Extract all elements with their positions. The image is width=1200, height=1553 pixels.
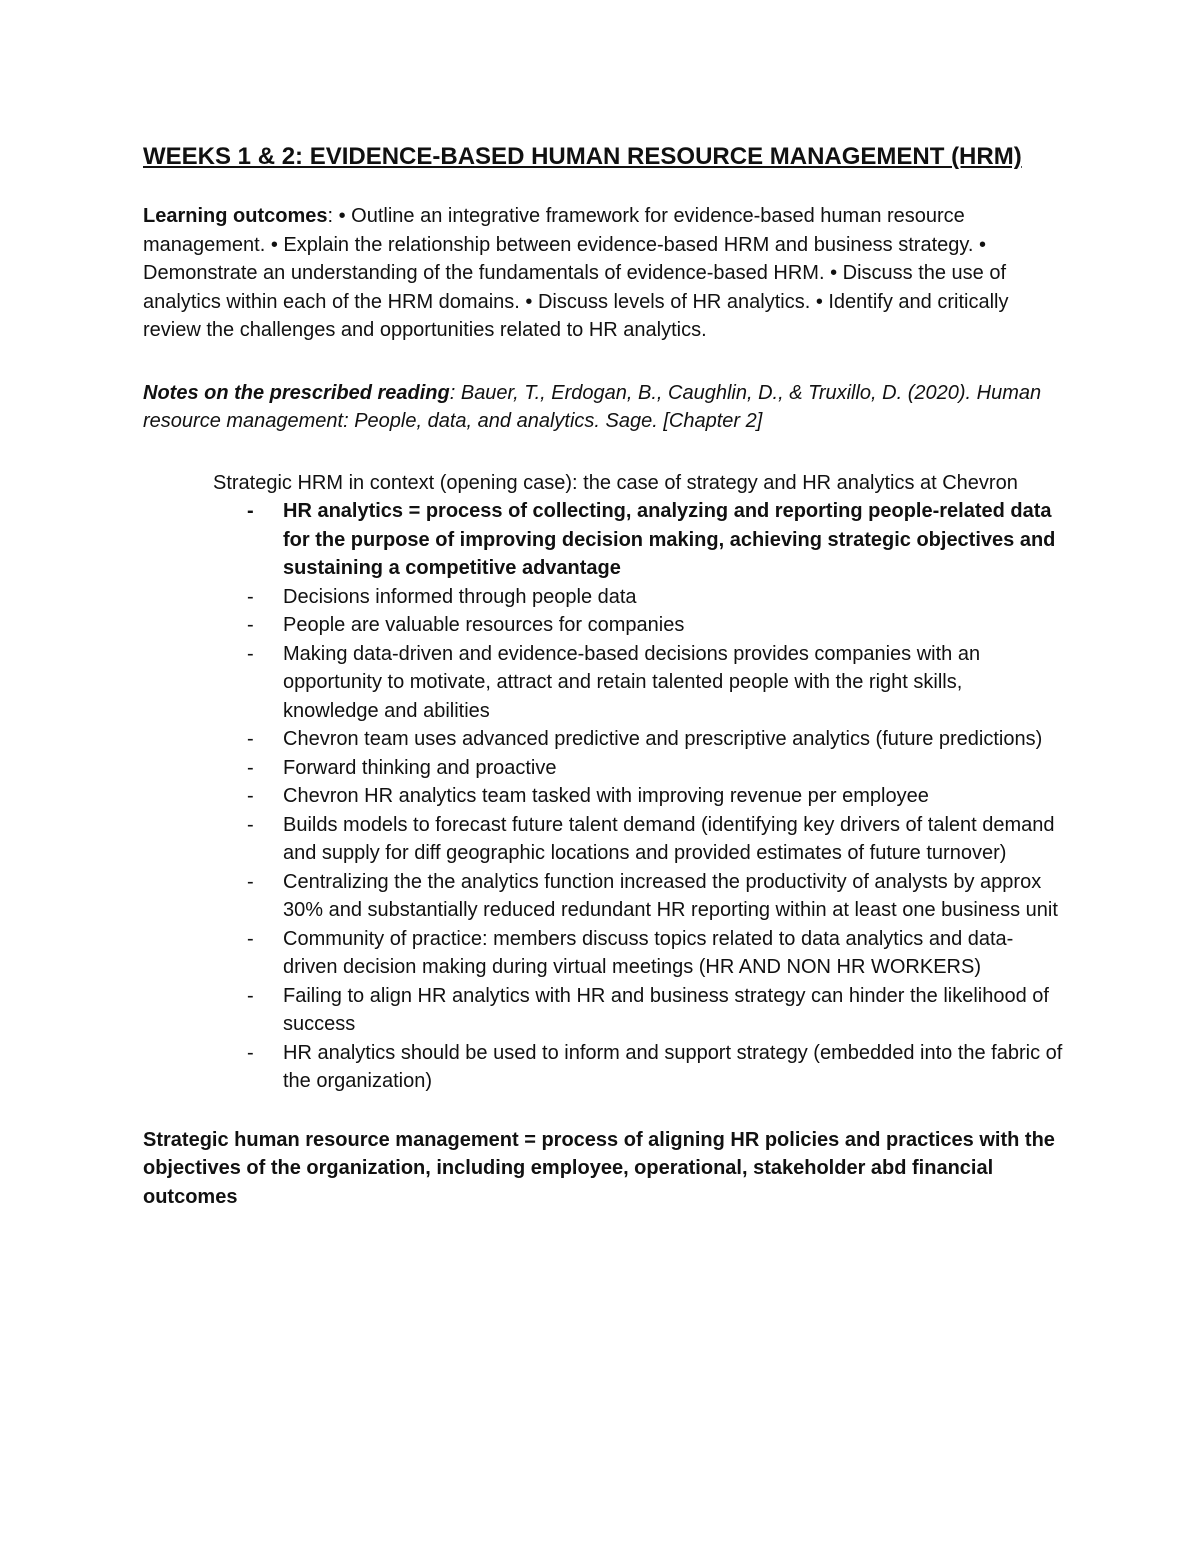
list-item [247, 782, 1063, 811]
document-title: WEEKS 1 & 2: EVIDENCE-BASED HUMAN RESOURCE MANAGEMENT (HRM) [143, 143, 1022, 170]
dash-marker: - [247, 1041, 254, 1064]
list-item-text: Centralizing the the analytics function increased the productivity of analysts by approx 30% and substantially reduced redundant HR reporting within at least one business unit [283, 870, 1058, 921]
strategic-hrm-definition: Strategic human resource management = process of aligning HR policies and practices with the objectives of the organization, including employee, operational, stakeholder abd financial outcomes [143, 1128, 1055, 1208]
list-item [247, 811, 1063, 868]
case-bullet-list [213, 497, 1063, 1096]
dash-marker: - [247, 813, 254, 836]
list-item [247, 611, 1063, 640]
dash-marker: - [247, 500, 254, 522]
dash-marker: - [247, 585, 254, 608]
dash-marker: - [247, 785, 254, 807]
learning-outcomes-paragraph [143, 202, 1063, 345]
dash-marker: - [247, 756, 254, 779]
list-item [247, 1039, 1063, 1096]
dash-marker: - [247, 870, 254, 893]
list-item [247, 925, 1063, 982]
opening-case-section [213, 469, 1063, 1096]
reading-notes-label: Notes on the prescribed reading [143, 381, 450, 404]
list-item [247, 725, 1063, 754]
list-item [247, 868, 1063, 925]
dash-marker: - [247, 614, 254, 636]
learning-outcomes-text: : • Outline an integrative framework for evidence-based human resource management. • Explain the relationship between evidence-based HRM and business strategy. • Demonstrate an understanding of the fundamentals of evidence-based HRM. • Discuss the use of analytics within each of the HRM domains. • Discuss levels of HR analytics. • Identify and critically review the challenges and opportunities related to HR analytics. [143, 205, 1009, 341]
list-item [247, 497, 1063, 583]
dash-marker: - [247, 927, 254, 950]
list-item-text: HR analytics should be used to inform and support strategy (embedded into the fabric of the organization) [283, 1041, 1063, 1092]
list-item [247, 583, 1063, 612]
dash-marker: - [247, 728, 254, 750]
list-item-text: HR analytics = process of collecting, analyzing and reporting people-related data for the purpose of improving decision making, achieving strategic objectives and sustaining a competitive advantage [283, 500, 1056, 579]
list-item-text: Failing to align HR analytics with HR and business strategy can hinder the likelihood of success [283, 984, 1049, 1035]
learning-outcomes-label: Learning outcomes [143, 205, 328, 227]
list-item-text: People are valuable resources for companies [283, 614, 685, 636]
list-item-text: Community of practice: members discuss topics related to data analytics and data-driven decision making during virtual meetings (HR AND NON HR WORKERS) [283, 927, 1014, 978]
list-item-text: Making data-driven and evidence-based decisions provides companies with an opportunity to motivate, attract and retain talented people with the right skills, knowledge and abilities [283, 642, 981, 722]
list-item-text: Chevron team uses advanced predictive and prescriptive analytics (future predictions) [283, 728, 1043, 750]
list-item-text: Chevron HR analytics team tasked with improving revenue per employee [283, 785, 929, 807]
reading-citation: : Bauer, T., Erdogan, B., Caughlin, D., & Truxillo, D. (2020). Human resource management: People, data, and analytics. Sage. [Chapter 2] [143, 381, 1042, 432]
reading-notes-paragraph [143, 379, 1063, 436]
dash-marker: - [247, 984, 254, 1007]
list-item [247, 754, 1063, 783]
opening-case-heading: Strategic HRM in context (opening case): the case of strategy and HR analytics at Chevron [213, 471, 1018, 494]
list-item [247, 982, 1063, 1039]
list-item-text: Decisions informed through people data [283, 585, 637, 608]
list-item [247, 640, 1063, 726]
list-item-text: Builds models to forecast future talent demand (identifying key drivers of talent demand and supply for diff geographic locations and provided estimates of future turnover) [283, 813, 1055, 864]
document-page [143, 141, 1063, 1211]
list-item-text: Forward thinking and proactive [283, 756, 557, 779]
dash-marker: - [247, 642, 254, 665]
